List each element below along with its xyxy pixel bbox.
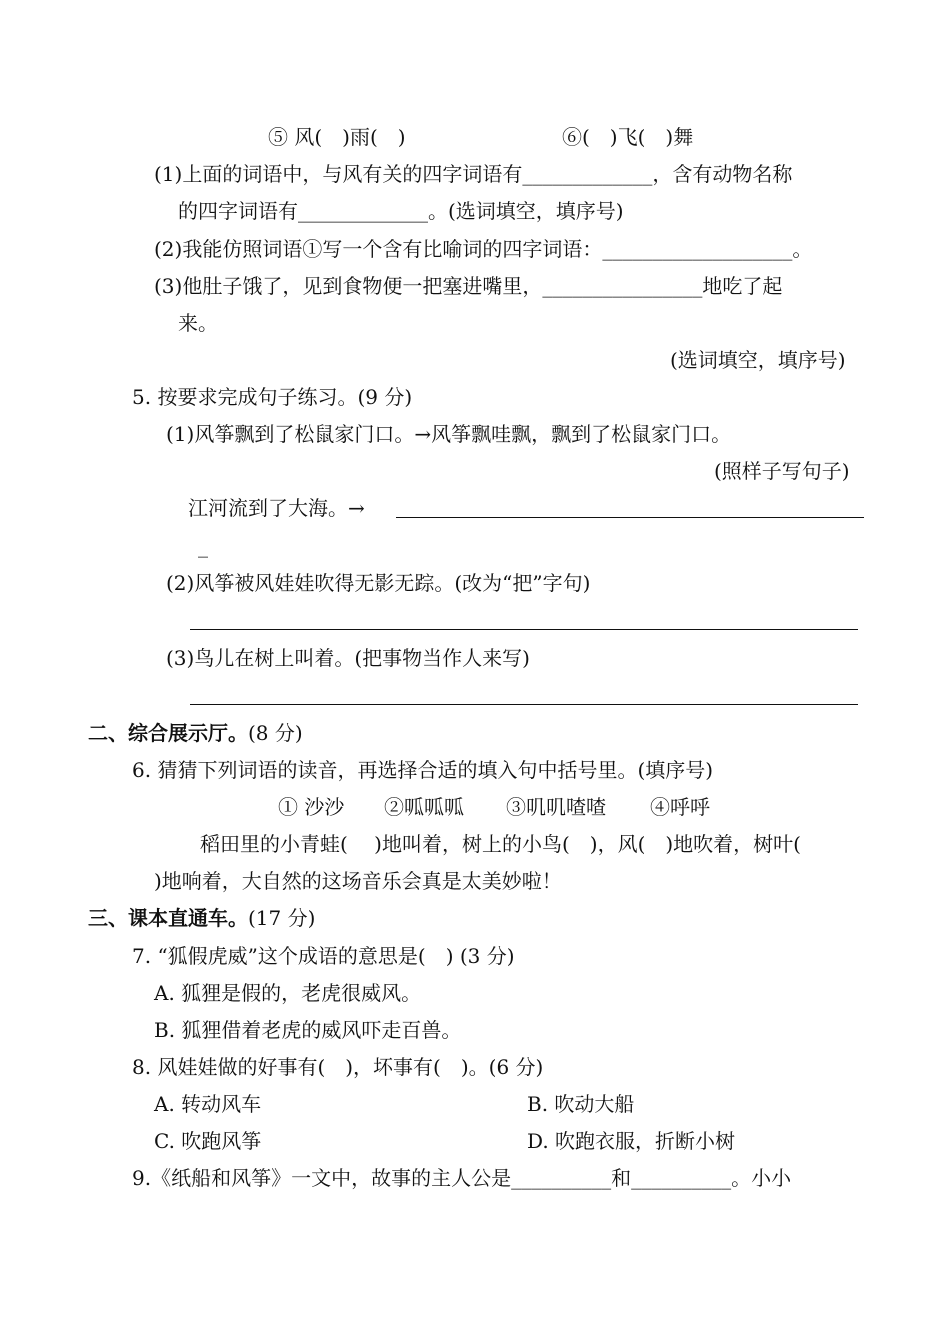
q6-passage-line1: 稻田里的小青蛙( )地叫着，树上的小鸟( )，风( )地吹着，树叶( <box>200 832 801 856</box>
word-option-5: ⑤ 风( )雨( ) <box>268 125 406 149</box>
q8-option-d: D. 吹跑衣服，折断小树 <box>527 1129 736 1153</box>
q6-option-2: ②呱呱呱 <box>384 795 464 819</box>
section3-title: 三、课本直通车。 <box>88 906 248 930</box>
q5-answer-line-tail: _ <box>198 534 208 558</box>
q7-option-a: A. 狐狸是假的，老虎很威风。 <box>154 981 422 1005</box>
section2-heading <box>88 720 303 746</box>
q4-part1-line1: (1)上面的词语中，与风有关的四字词语有_____________，含有动物名称 <box>154 162 793 186</box>
q5-sentence1-task: 江河流到了大海。→ <box>188 496 365 520</box>
q8-title: 8. 风娃娃做的好事有( )，坏事有( )。(6 分) <box>132 1055 544 1079</box>
section2-title: 二、综合展示厅。 <box>88 721 248 745</box>
q4-part3-line1: (3)他肚子饿了，见到食物便一把塞进嘴里，________________地吃了起 <box>154 274 783 298</box>
q5-answer-line-3[interactable] <box>190 704 858 705</box>
q6-option-4: ④呼呼 <box>650 795 710 819</box>
q8-option-c: C. 吹跑风筝 <box>154 1129 262 1153</box>
q4-part3-note: (选词填空，填序号) <box>670 348 846 372</box>
q4-part2: (2)我能仿照词语①写一个含有比喻词的四字词语：___________________。 <box>154 237 813 261</box>
q5-sentence1-note: (照样子写句子) <box>714 459 850 483</box>
q5-answer-line-2[interactable] <box>190 629 858 630</box>
q5-title: 5. 按要求完成句子练习。(9 分) <box>132 385 413 409</box>
q6-title: 6. 猜猜下列词语的读音，再选择合适的填入句中括号里。(填序号) <box>132 758 714 782</box>
q9-title: 9.《纸船和风筝》一文中，故事的主人公是__________和__________。小小 <box>132 1166 792 1190</box>
q4-part1-line2: 的四字词语有_____________。(选词填空，填序号) <box>178 199 624 223</box>
q7-option-b: B. 狐狸借着老虎的威风吓走百兽。 <box>154 1018 462 1042</box>
q5-sentence2: (2)风筝被风娃娃吹得无影无踪。(改为“把”字句) <box>166 571 591 595</box>
q5-sentence3: (3)鸟儿在树上叫着。(把事物当作人来写) <box>166 646 530 670</box>
q5-answer-line-1[interactable] <box>396 517 864 518</box>
section3-heading <box>88 905 315 931</box>
q6-option-1: ① 沙沙 <box>278 795 345 819</box>
q8-option-a: A. 转动风车 <box>154 1092 262 1116</box>
section3-score: (17 分) <box>248 906 316 930</box>
q7-title: 7. “狐假虎威”这个成语的意思是( ) (3 分) <box>132 944 515 968</box>
q5-sentence1: (1)风筝飘到了松鼠家门口。→风筝飘哇飘，飘到了松鼠家门口。 <box>166 422 732 446</box>
q4-part3-line2: 来。 <box>178 311 218 335</box>
q6-option-3: ③叽叽喳喳 <box>506 795 606 819</box>
section2-score: (8 分) <box>248 721 303 745</box>
q8-option-b: B. 吹动大船 <box>527 1092 635 1116</box>
word-option-6: ⑥( )飞( )舞 <box>562 125 694 149</box>
q6-passage-line2: )地响着，大自然的这场音乐会真是太美妙啦！ <box>154 869 562 893</box>
